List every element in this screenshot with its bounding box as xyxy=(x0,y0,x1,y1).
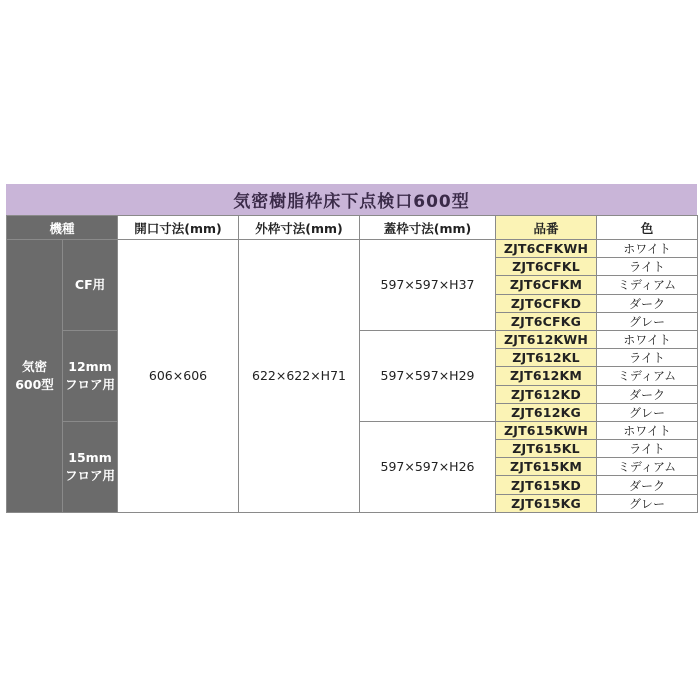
color-cell: ライト xyxy=(597,258,698,276)
type-sub-line: フロア用 xyxy=(65,376,116,392)
color-cell: ライト xyxy=(597,349,698,367)
header-opening: 開口寸法(mm) xyxy=(118,216,239,240)
lid-size-cell: 597×597×H29 xyxy=(360,330,496,421)
type-sub-line: 12mm xyxy=(68,358,112,374)
color-cell: ミディアム xyxy=(597,458,698,476)
color-cell: ダーク xyxy=(597,385,698,403)
type-sub-cell xyxy=(63,330,118,421)
color-cell: グレー xyxy=(597,403,698,421)
lid-size-cell: 597×597×H37 xyxy=(360,240,496,331)
product-code-cell: ZJT6CFKWH xyxy=(496,240,597,258)
product-code-cell: ZJT615KWH xyxy=(496,421,597,439)
color-cell: グレー xyxy=(597,312,698,330)
header-type: 機種 xyxy=(7,216,118,240)
product-code-cell: ZJT612KD xyxy=(496,385,597,403)
header-color: 色 xyxy=(597,216,698,240)
header-lid: 蓋枠寸法(mm) xyxy=(360,216,496,240)
color-cell: ミディアム xyxy=(597,367,698,385)
header-outer: 外枠寸法(mm) xyxy=(239,216,360,240)
product-code-cell: ZJT615KG xyxy=(496,494,597,512)
product-code-cell: ZJT6CFKL xyxy=(496,258,597,276)
product-code-cell: ZJT612KL xyxy=(496,349,597,367)
product-code-cell: ZJT6CFKM xyxy=(496,276,597,294)
color-cell: ライト xyxy=(597,440,698,458)
header-product: 品番 xyxy=(496,216,597,240)
product-code-cell: ZJT615KM xyxy=(496,458,597,476)
outer-size-cell: 622×622×H71 xyxy=(239,240,360,513)
product-code-cell: ZJT612KWH xyxy=(496,330,597,348)
type-sub-line: フロア用 xyxy=(65,467,116,483)
color-cell: ホワイト xyxy=(597,421,698,439)
type-main-cell xyxy=(7,240,63,513)
lid-size-cell: 597×597×H26 xyxy=(360,421,496,512)
spec-table xyxy=(6,215,698,513)
type-sub-cell xyxy=(63,421,118,512)
type-main-line: 気密 xyxy=(21,358,47,374)
type-sub-line: 15mm xyxy=(68,449,112,465)
color-cell: ホワイト xyxy=(597,240,698,258)
product-code-cell: ZJT612KG xyxy=(496,403,597,421)
product-code-cell: ZJT615KD xyxy=(496,476,597,494)
table-title: 気密樹脂枠床下点検口600型 xyxy=(6,184,697,215)
type-sub-cell xyxy=(63,240,118,331)
opening-size-cell: 606×606 xyxy=(118,240,239,513)
table-row xyxy=(7,240,698,258)
product-code-cell: ZJT6CFKD xyxy=(496,294,597,312)
color-cell: ホワイト xyxy=(597,330,698,348)
color-cell: グレー xyxy=(597,494,698,512)
header-row xyxy=(7,216,698,240)
product-code-cell: ZJT612KM xyxy=(496,367,597,385)
type-main-line: 600型 xyxy=(15,376,54,392)
color-cell: ダーク xyxy=(597,294,698,312)
color-cell: ダーク xyxy=(597,476,698,494)
color-cell: ミディアム xyxy=(597,276,698,294)
product-code-cell: ZJT6CFKG xyxy=(496,312,597,330)
type-sub-line: CF用 xyxy=(74,276,106,292)
product-code-cell: ZJT615KL xyxy=(496,440,597,458)
